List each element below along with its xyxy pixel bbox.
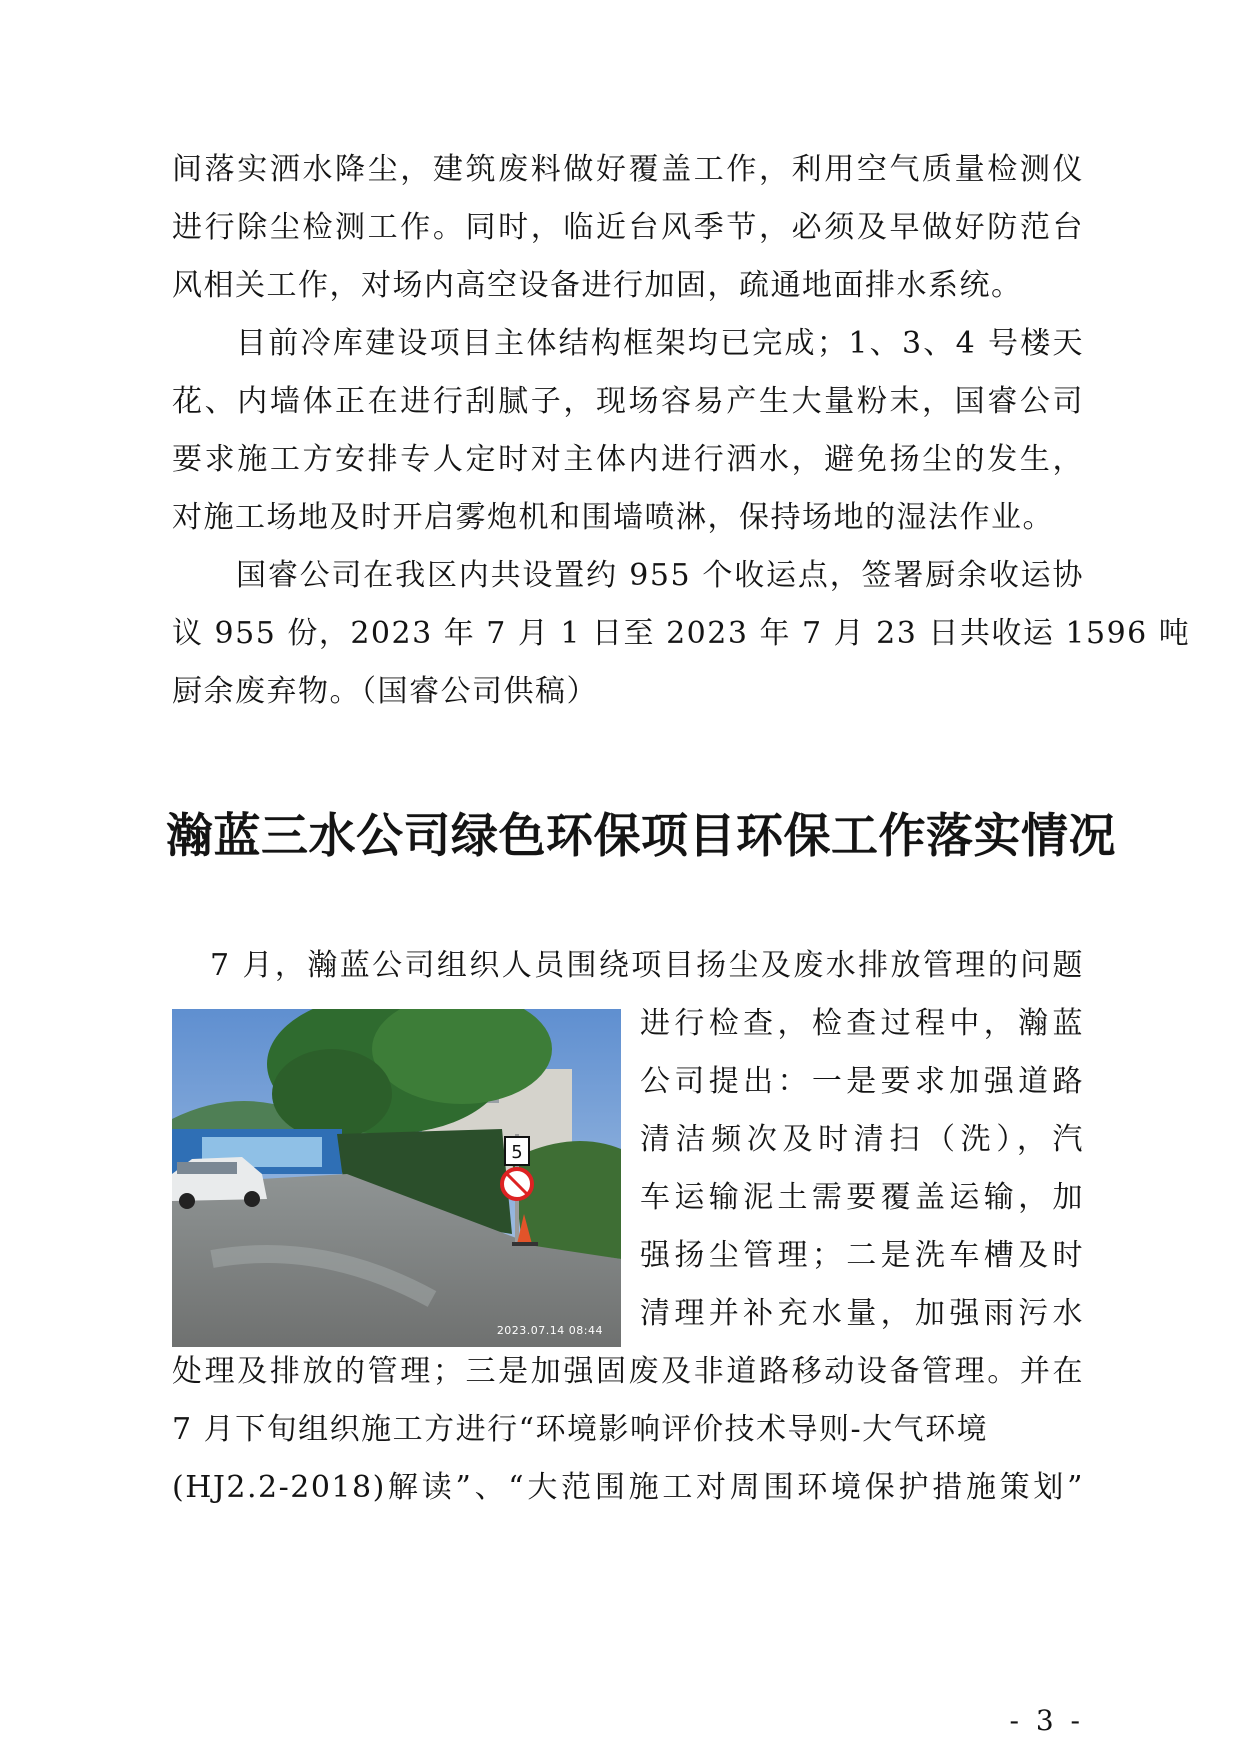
body-line: 花、内墙体正在进行刮腻子，现场容易产生大量粉末，国睿公司 (172, 384, 1084, 419)
speed-sign-text: 5 (511, 1142, 523, 1163)
body-line: 处理及排放的管理；三是加强固废及非道路移动设备管理。并在 (172, 1354, 1084, 1389)
page-number: - 3 - (1009, 1704, 1084, 1737)
body-line: (HJ2.2-2018)解读”、“大范围施工对周围环境保护措施策划” (172, 1470, 1084, 1505)
body-line: 国睿公司在我区内共设置约 955 个收运点，签署厨余收运协 (236, 558, 1084, 593)
wrap-line: 强扬尘管理；二是洗车槽及时 (640, 1238, 1084, 1273)
body-line: 进行除尘检测工作。同时，临近台风季节，必须及早做好防范台 (172, 210, 1084, 245)
section-heading: 瀚蓝三水公司绿色环保项目环保工作落实情况 (166, 809, 1116, 864)
body-line: 目前冷库建设项目主体结构框架均已完成；1、3、4 号楼天 (236, 326, 1084, 361)
wrap-line: 车运输泥土需要覆盖运输，加 (640, 1180, 1084, 1215)
site-photo-illustration (172, 1009, 621, 1347)
wrap-line: 清理并补充水量，加强雨污水 (640, 1296, 1084, 1331)
wrap-line: 清洁频次及时清扫（洗），汽 (640, 1122, 1084, 1157)
body-line: 要求施工方安排专人定时对主体内进行洒水，避免扬尘的发生， (172, 442, 1084, 477)
body-line: 对施工场地及时开启雾炮机和围墙喷淋，保持场地的湿法作业。 (172, 500, 1054, 535)
wrap-line: 公司提出：一是要求加强道路 (640, 1064, 1084, 1099)
body-line: 风相关工作，对场内高空设备进行加固，疏通地面排水系统。 (172, 268, 1023, 303)
section-line: 7 月，瀚蓝公司组织人员围绕项目扬尘及废水排放管理的问题 (210, 948, 1084, 983)
site-photo (172, 1009, 621, 1347)
body-line: 间落实洒水降尘，建筑废料做好覆盖工作，利用空气质量检测仪 (172, 152, 1084, 187)
body-line: 议 955 份，2023 年 7 月 1 日至 2023 年 7 月 23 日共收运 1596 吨 (172, 616, 1191, 651)
wrap-line: 进行检查，检查过程中，瀚蓝 (640, 1006, 1084, 1041)
body-line: 7 月下旬组织施工方进行“环境影响评价技术导则-大气环境 (172, 1412, 989, 1447)
photo-timestamp: 2023.07.14 08:44 (496, 1324, 603, 1337)
body-line: 厨余废弃物。（国睿公司供稿） (172, 674, 598, 709)
